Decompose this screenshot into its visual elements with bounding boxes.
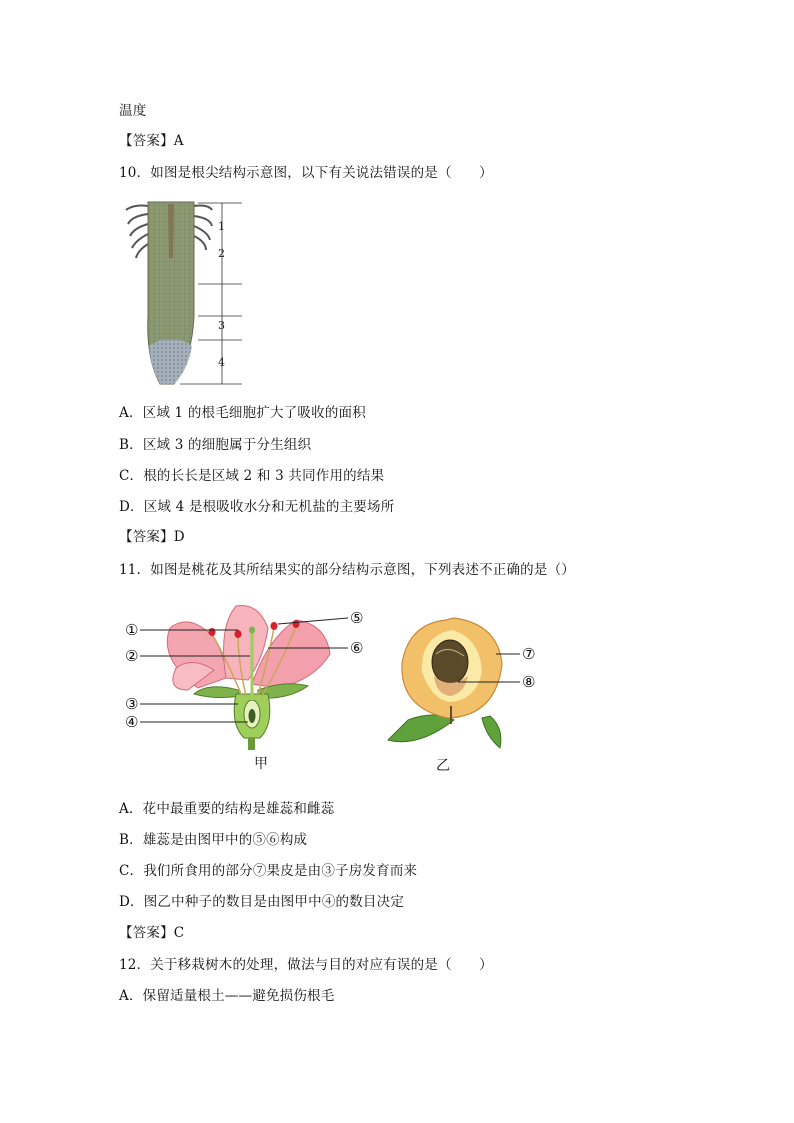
question-10: 10．如图是根尖结构示意图，以下有关说法错误的是（ ） [119,165,493,181]
option-11b: B．雄蕊是由图甲中的⑤⑥构成 [119,832,308,848]
marker-3: ③ [125,695,139,713]
peach-flower-fruit-figure [118,598,568,778]
marker-4: ④ [125,713,139,731]
question-12: 12．关于移栽树木的处理，做法与目的对应有误的是（ ） [119,957,493,973]
option-10c: C．根的长长是区域 2 和 3 共同作用的结果 [119,468,385,484]
option-11a: A．花中最重要的结构是雄蕊和雌蕊 [119,801,335,817]
option-11d: D．图乙中种子的数目是由图甲中④的数目决定 [119,894,405,910]
option-10b: B．区域 3 的细胞属于分生组织 [119,437,312,453]
flower-diagram [140,605,348,750]
option-10d: D．区域 4 是根吸收水分和无机盐的主要场所 [119,499,395,515]
zone-label-4: 4 [218,356,225,369]
caption-yi: 乙 [436,758,450,774]
marker-8: ⑧ [522,673,536,691]
marker-7: ⑦ [522,645,536,663]
zone-label-2: 2 [218,247,225,260]
question-11: 11．如图是桃花及其所结果实的部分结构示意图，下列表述不正确的是（） [119,562,575,578]
answer-q9: 【答案】A [119,133,184,149]
continuation-text: 温度 [119,103,147,119]
marker-2: ② [125,647,139,665]
caption-jia: 甲 [254,756,268,772]
answer-q10: 【答案】D [119,529,185,545]
root-cap [149,340,192,384]
fruit-diagram [388,618,520,748]
zone-label-1: 1 [218,220,225,233]
option-11c: C．我们所食用的部分⑦果皮是由③子房发育而来 [119,863,418,879]
marker-1: ① [125,621,139,639]
answer-q11: 【答案】C [119,925,185,941]
zone-label-3: 3 [218,319,225,332]
marker-5: ⑤ [350,609,364,627]
root-tip-figure [120,198,250,390]
marker-6: ⑥ [350,639,364,657]
option-12a: A．保留适量根土——避免损伤根毛 [119,988,335,1004]
option-10a: A．区域 1 的根毛细胞扩大了吸收的面积 [119,405,366,421]
